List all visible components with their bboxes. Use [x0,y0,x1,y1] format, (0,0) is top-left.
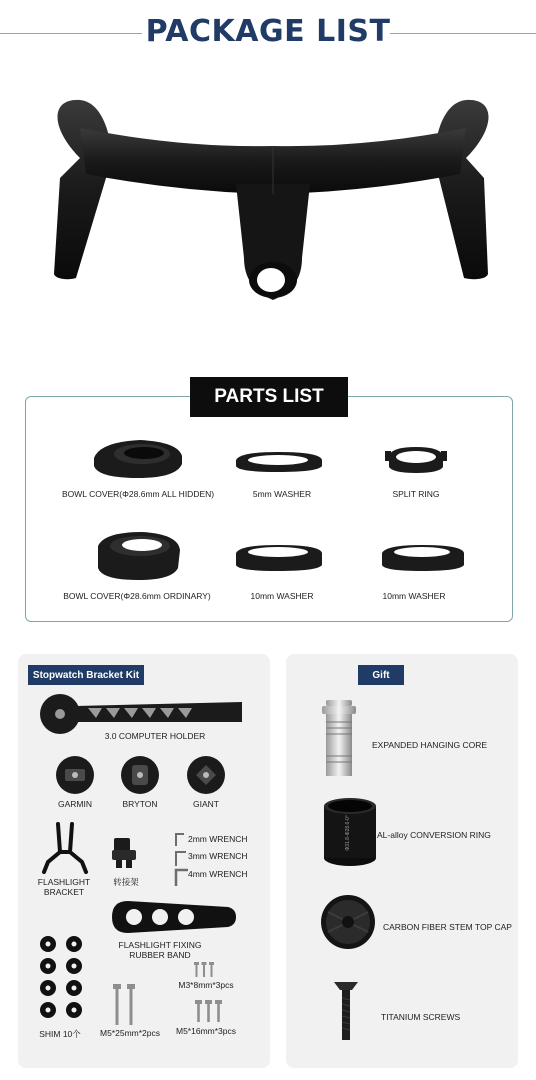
part-label-washer-5mm: 5mm WASHER [252,489,312,499]
stem-top-cap-image [320,894,376,950]
part-label-washer-10mm-1: 10mm WASHER [250,591,314,601]
bowl-cover-hidden-image [90,438,185,480]
gift-label-titanium-screws: TITANIUM SCREWS [381,1012,461,1022]
gift-title: Gift [358,665,404,685]
conversion-ring-engraving: Φ31.8-Φ28.6-0° [345,815,351,851]
gift-label-conversion-ring: AL-alloy CONVERSION RING [377,830,491,840]
expanded-hanging-core-image [320,700,358,778]
parts-list-title: PARTS LIST [190,377,348,417]
m5-25-screws-image [110,984,140,1026]
adapter-image [110,836,140,870]
computer-holder-label: 3.0 COMPUTER HOLDER [104,731,206,741]
shim-label: SHIM 10个 [39,1029,81,1039]
part-label-bowl-cover-hidden: BOWL COVER(Φ28.6mm ALL HIDDEN) [62,489,215,499]
garmin-mount-image [55,755,95,795]
page-title: PACKAGE LIST [145,14,391,49]
titanium-screw-image [334,982,358,1042]
mount-label-garmin: GARMIN [58,799,92,809]
gift-label-hanging-core: EXPANDED HANGING CORE [372,740,488,750]
shim-set-image [38,936,86,1020]
wrench-label-4mm: 4mm WRENCH [188,869,248,879]
m5-25-screws-label: M5*25mm*2pcs [100,1028,160,1038]
gift-label-top-cap: CARBON FIBER STEM TOP CAP [383,922,512,932]
flashlight-bracket-image [40,822,90,874]
m5-16-screws-label: M5*16mm*3pcs [176,1026,236,1036]
handlebar-image [40,88,506,328]
rubber-band-image [108,897,240,937]
computer-holder-image [36,692,246,736]
m3-screws-image [192,962,216,978]
flashlight-bracket-label: FLASHLIGHT BRACKET [37,877,91,897]
m3-screws-label: M3*8mm*3pcs [178,980,234,990]
giant-mount-image [186,755,226,795]
part-label-bowl-cover-ordinary: BOWL COVER(Φ28.6mm ORDINARY) [63,591,211,601]
part-label-split-ring: SPLIT RING [392,489,440,499]
parts-list-frame [25,396,513,622]
bowl-cover-ordinary-image [92,528,184,584]
header-rule-right [390,33,536,34]
part-label-washer-10mm-2: 10mm WASHER [382,591,446,601]
mount-label-bryton: BRYTON [122,799,158,809]
wrench-label-3mm: 3mm WRENCH [188,851,248,861]
washer-10mm-image-2 [380,543,466,573]
rubber-band-label: FLASHLIGHT FIXING RUBBER BAND [118,940,202,960]
split-ring-image [383,445,449,475]
washer-10mm-image-1 [234,543,324,573]
mount-label-giant: GIANT [193,799,219,809]
bryton-mount-image [120,755,160,795]
washer-5mm-image [234,450,324,474]
m5-16-screws-image [194,1000,224,1024]
adapter-label: 转接架 [113,877,139,887]
stopwatch-kit-title: Stopwatch Bracket Kit [28,665,144,685]
wrench-label-2mm: 2mm WRENCH [188,834,248,844]
